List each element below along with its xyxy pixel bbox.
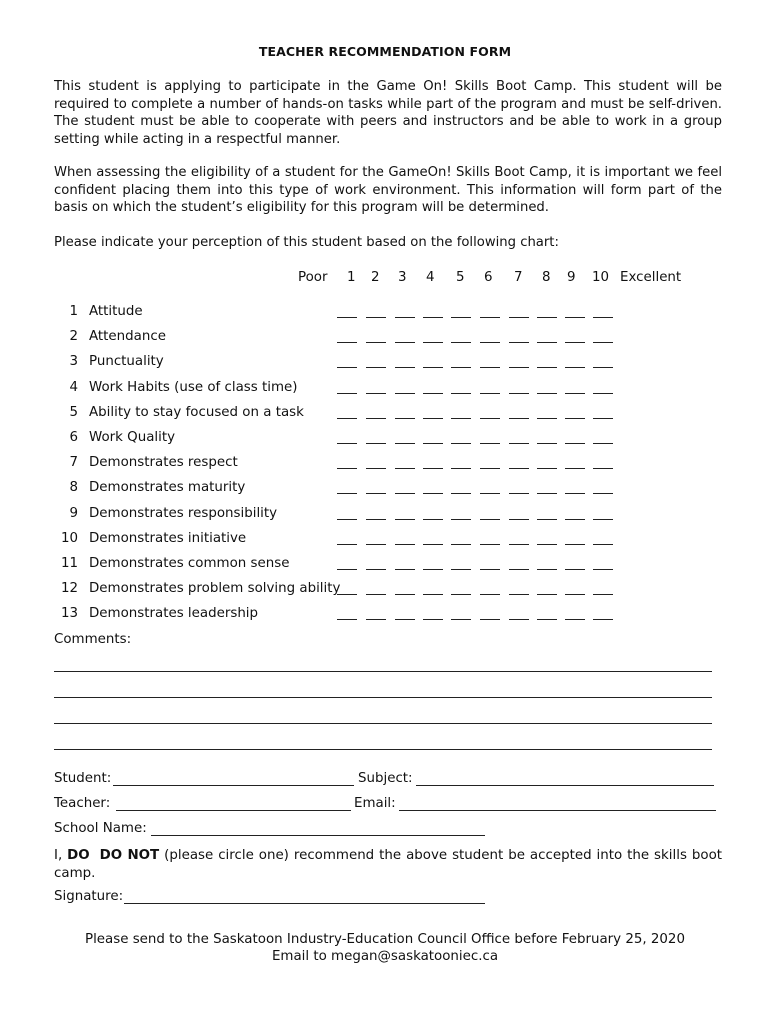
rating-blank-1[interactable] — [337, 594, 357, 595]
comments-line[interactable] — [54, 723, 712, 724]
rating-blank-2[interactable] — [366, 418, 386, 419]
school-name-label: School Name: — [54, 821, 147, 836]
rating-blank-8[interactable] — [537, 443, 557, 444]
rating-blank-4[interactable] — [423, 569, 443, 570]
criteria-number: 11 — [60, 556, 78, 571]
rating-blank-6[interactable] — [480, 443, 500, 444]
rating-blank-5[interactable] — [451, 418, 471, 419]
criteria-label: Demonstrates responsibility — [89, 505, 278, 521]
rating-blank-2[interactable] — [366, 493, 386, 494]
rating-blank-8[interactable] — [537, 393, 557, 394]
rating-blank-10[interactable] — [593, 468, 613, 469]
email-field[interactable] — [399, 810, 716, 811]
rating-blank-4[interactable] — [423, 443, 443, 444]
scale-point-9: 9 — [567, 270, 576, 285]
rating-blank-1[interactable] — [337, 393, 357, 394]
rating-blank-10[interactable] — [593, 619, 613, 620]
rating-blank-6[interactable] — [480, 468, 500, 469]
scale-low-label: Poor — [298, 270, 328, 285]
recommendation-statement: I, DO DO NOT (please circle one) recommend the above student be accepted into the skills boot camp. — [54, 848, 723, 881]
rating-blank-2[interactable] — [366, 367, 386, 368]
rating-blank-9[interactable] — [565, 367, 585, 368]
rating-blank-1[interactable] — [337, 367, 357, 368]
rating-blank-5[interactable] — [451, 393, 471, 394]
teacher-field[interactable] — [116, 810, 351, 811]
criteria-label: Demonstrates maturity — [89, 480, 246, 496]
do-option[interactable]: DO — [67, 848, 90, 863]
rating-blank-6[interactable] — [480, 317, 500, 318]
rating-blank-1[interactable] — [337, 468, 357, 469]
rating-blank-7[interactable] — [509, 418, 529, 419]
criteria-number: 1 — [69, 304, 78, 319]
rating-blank-4[interactable] — [423, 317, 443, 318]
rating-blank-10[interactable] — [593, 544, 613, 545]
rating-blank-9[interactable] — [565, 569, 585, 570]
criteria-label: Work Quality — [89, 430, 176, 445]
criteria-number: 4 — [69, 379, 78, 395]
criteria-number: 12 — [60, 581, 78, 597]
criteria-label: Demonstrates respect — [89, 455, 238, 471]
scale-point-8: 8 — [542, 270, 551, 285]
scale-point-6: 6 — [484, 270, 493, 285]
teacher-label: Teacher: — [54, 796, 111, 811]
rating-blank-1[interactable] — [337, 544, 357, 545]
criteria-row — [0, 405, 770, 425]
rating-blank-4[interactable] — [423, 418, 443, 419]
rating-blank-3[interactable] — [395, 367, 415, 368]
rating-blank-10[interactable] — [593, 443, 613, 444]
rating-blank-6[interactable] — [480, 393, 500, 394]
rating-blank-7[interactable] — [509, 594, 529, 595]
rating-blank-5[interactable] — [451, 594, 471, 595]
rating-blank-3[interactable] — [395, 317, 415, 318]
rating-blank-10[interactable] — [593, 519, 613, 520]
form-title: TEACHER RECOMMENDATION FORM — [258, 44, 512, 59]
rating-blank-8[interactable] — [537, 367, 557, 368]
rating-blank-9[interactable] — [565, 519, 585, 520]
email-label: Email: — [354, 796, 396, 811]
rating-blank-5[interactable] — [451, 569, 471, 570]
rating-blank-5[interactable] — [451, 443, 471, 444]
rating-blank-6[interactable] — [480, 594, 500, 595]
criteria-row — [0, 531, 770, 551]
rating-blank-1[interactable] — [337, 569, 357, 570]
comments-line[interactable] — [54, 749, 712, 750]
rating-blank-5[interactable] — [451, 544, 471, 545]
student-label: Student: — [54, 771, 112, 786]
criteria-label: Work Habits (use of class time) — [89, 379, 298, 395]
rating-blank-1[interactable] — [337, 443, 357, 444]
rating-blank-7[interactable] — [509, 619, 529, 620]
criteria-row — [0, 581, 770, 601]
rating-blank-7[interactable] — [509, 443, 529, 444]
rating-blank-3[interactable] — [395, 569, 415, 570]
rating-blank-9[interactable] — [565, 493, 585, 494]
rating-blank-6[interactable] — [480, 367, 500, 368]
rating-blank-2[interactable] — [366, 519, 386, 520]
criteria-row — [0, 430, 770, 450]
do-not-option[interactable]: DO NOT — [99, 848, 160, 863]
rating-blank-7[interactable] — [509, 367, 529, 368]
criteria-row — [0, 556, 770, 576]
rating-blank-6[interactable] — [480, 342, 500, 343]
rating-blank-10[interactable] — [593, 393, 613, 394]
rating-blank-5[interactable] — [451, 493, 471, 494]
rating-blank-10[interactable] — [593, 317, 613, 318]
rating-blank-7[interactable] — [509, 493, 529, 494]
rating-blank-3[interactable] — [395, 544, 415, 545]
rating-blank-3[interactable] — [395, 594, 415, 595]
rating-blank-10[interactable] — [593, 493, 613, 494]
criteria-row — [0, 480, 770, 500]
intro-paragraph-2: When assessing the eligibility of a student for the GameOn! Skills Boot Camp, it is important we feel confident placing them into this type of work environment. This information will form part of the basis on which the student’s eligibility for this program will be determined. — [54, 165, 722, 215]
footer-instruction: Please send to the Saskatoon Industry-Education Council Office before February 25, 2020 — [85, 932, 685, 947]
rating-blank-4[interactable] — [423, 393, 443, 394]
footer-email: Email to megan@saskatooniec.ca — [271, 949, 499, 964]
rating-blank-4[interactable] — [423, 342, 443, 343]
rating-blank-5[interactable] — [451, 619, 471, 620]
rating-blank-2[interactable] — [366, 317, 386, 318]
rating-blank-3[interactable] — [395, 619, 415, 620]
rating-blank-3[interactable] — [395, 468, 415, 469]
criteria-label: Attitude — [89, 304, 143, 319]
rating-blank-3[interactable] — [395, 493, 415, 494]
rating-blank-2[interactable] — [366, 594, 386, 595]
rating-blank-9[interactable] — [565, 342, 585, 343]
rating-blank-6[interactable] — [480, 544, 500, 545]
criteria-row — [0, 506, 770, 526]
rating-blank-5[interactable] — [451, 519, 471, 520]
rating-blank-7[interactable] — [509, 393, 529, 394]
criteria-row — [0, 380, 770, 400]
rating-blank-8[interactable] — [537, 544, 557, 545]
criteria-number: 6 — [69, 430, 78, 445]
rating-blank-8[interactable] — [537, 418, 557, 419]
scale-point-2: 2 — [371, 270, 380, 285]
scale-point-10: 10 — [592, 270, 610, 285]
criteria-number: 9 — [69, 505, 78, 521]
rating-blank-1[interactable] — [337, 493, 357, 494]
rating-blank-8[interactable] — [537, 468, 557, 469]
rating-blank-7[interactable] — [509, 519, 529, 520]
rating-blank-10[interactable] — [593, 569, 613, 570]
rating-blank-2[interactable] — [366, 342, 386, 343]
criteria-row — [0, 304, 770, 324]
criteria-row — [0, 606, 770, 626]
rating-blank-7[interactable] — [509, 569, 529, 570]
rating-blank-5[interactable] — [451, 367, 471, 368]
rating-scale-header — [0, 270, 770, 288]
rating-blank-9[interactable] — [565, 619, 585, 620]
criteria-number: 8 — [69, 480, 78, 496]
comments-line[interactable] — [54, 697, 712, 698]
comments-label: Comments: — [54, 632, 132, 647]
rating-blank-2[interactable] — [366, 569, 386, 570]
rating-blank-3[interactable] — [395, 342, 415, 343]
rating-blank-6[interactable] — [480, 493, 500, 494]
rating-instruction: Please indicate your perception of this student based on the following chart: — [54, 235, 559, 250]
rating-blank-4[interactable] — [423, 619, 443, 620]
scale-point-5: 5 — [456, 270, 465, 285]
criteria-label: Demonstrates leadership — [89, 606, 259, 622]
rating-blank-8[interactable] — [537, 594, 557, 595]
rating-blank-5[interactable] — [451, 317, 471, 318]
rating-blank-9[interactable] — [565, 443, 585, 444]
subject-label: Subject: — [358, 771, 413, 786]
rating-blank-3[interactable] — [395, 418, 415, 419]
rating-blank-8[interactable] — [537, 619, 557, 620]
rating-blank-9[interactable] — [565, 317, 585, 318]
rating-blank-8[interactable] — [537, 493, 557, 494]
signature-field[interactable] — [124, 903, 485, 904]
criteria-row — [0, 354, 770, 374]
scale-point-4: 4 — [426, 270, 435, 285]
rating-blank-7[interactable] — [509, 342, 529, 343]
signature-label: Signature: — [54, 889, 124, 904]
criteria-number: 13 — [60, 606, 78, 622]
rating-blank-1[interactable] — [337, 519, 357, 520]
rating-blank-6[interactable] — [480, 569, 500, 570]
rating-blank-8[interactable] — [537, 317, 557, 318]
scale-point-3: 3 — [398, 270, 407, 285]
rating-blank-4[interactable] — [423, 367, 443, 368]
rating-blank-9[interactable] — [565, 468, 585, 469]
rating-blank-4[interactable] — [423, 544, 443, 545]
criteria-label: Attendance — [89, 329, 166, 345]
rating-blank-3[interactable] — [395, 519, 415, 520]
rating-blank-4[interactable] — [423, 519, 443, 520]
rating-blank-2[interactable] — [366, 468, 386, 469]
criteria-label: Punctuality — [89, 354, 164, 370]
criteria-row — [0, 329, 770, 349]
rating-blank-2[interactable] — [366, 619, 386, 620]
criteria-label: Demonstrates common sense — [89, 556, 290, 571]
criteria-label: Ability to stay focused on a task — [89, 404, 304, 420]
rating-blank-10[interactable] — [593, 342, 613, 343]
intro-paragraph-1: This student is applying to participate in the Game On! Skills Boot Camp. This student will be required to complete a number of hands-on tasks while part of the program and must be self-driven. The student must be able to cooperate with peers and instructors and be able to work in a group setting while acting in a respectful manner. — [54, 79, 722, 147]
rating-blank-8[interactable] — [537, 569, 557, 570]
student-field[interactable] — [113, 785, 354, 786]
criteria-label: Demonstrates problem solving ability — [89, 581, 341, 597]
school-name-field[interactable] — [151, 835, 485, 836]
rating-blank-7[interactable] — [509, 317, 529, 318]
rating-blank-9[interactable] — [565, 418, 585, 419]
rating-blank-5[interactable] — [451, 468, 471, 469]
comments-line[interactable] — [54, 671, 712, 672]
rating-blank-2[interactable] — [366, 443, 386, 444]
rating-blank-6[interactable] — [480, 519, 500, 520]
rating-blank-7[interactable] — [509, 544, 529, 545]
rating-blank-9[interactable] — [565, 544, 585, 545]
rating-blank-6[interactable] — [480, 619, 500, 620]
rating-blank-9[interactable] — [565, 393, 585, 394]
rating-blank-4[interactable] — [423, 594, 443, 595]
rating-blank-3[interactable] — [395, 393, 415, 394]
rating-blank-8[interactable] — [537, 342, 557, 343]
rating-blank-2[interactable] — [366, 544, 386, 545]
rating-blank-1[interactable] — [337, 619, 357, 620]
rating-blank-2[interactable] — [366, 393, 386, 394]
rating-blank-10[interactable] — [593, 594, 613, 595]
scale-point-1: 1 — [347, 270, 356, 285]
subject-field[interactable] — [416, 785, 714, 786]
criteria-number: 2 — [69, 329, 78, 345]
scale-high-label: Excellent — [620, 270, 682, 285]
rating-blank-5[interactable] — [451, 342, 471, 343]
criteria-number: 3 — [69, 354, 78, 370]
rating-blank-4[interactable] — [423, 493, 443, 494]
criteria-number: 5 — [69, 404, 78, 420]
criteria-row — [0, 455, 770, 475]
rating-blank-1[interactable] — [337, 342, 357, 343]
criteria-number: 10 — [60, 530, 78, 546]
rating-blank-1[interactable] — [337, 418, 357, 419]
rating-blank-7[interactable] — [509, 468, 529, 469]
rating-blank-8[interactable] — [537, 519, 557, 520]
criteria-label: Demonstrates initiative — [89, 530, 247, 546]
rating-blank-10[interactable] — [593, 418, 613, 419]
rating-blank-4[interactable] — [423, 468, 443, 469]
scale-point-7: 7 — [514, 270, 523, 285]
rating-blank-1[interactable] — [337, 317, 357, 318]
rating-blank-3[interactable] — [395, 443, 415, 444]
rating-blank-10[interactable] — [593, 367, 613, 368]
rating-blank-6[interactable] — [480, 418, 500, 419]
rating-blank-9[interactable] — [565, 594, 585, 595]
criteria-number: 7 — [69, 455, 78, 471]
